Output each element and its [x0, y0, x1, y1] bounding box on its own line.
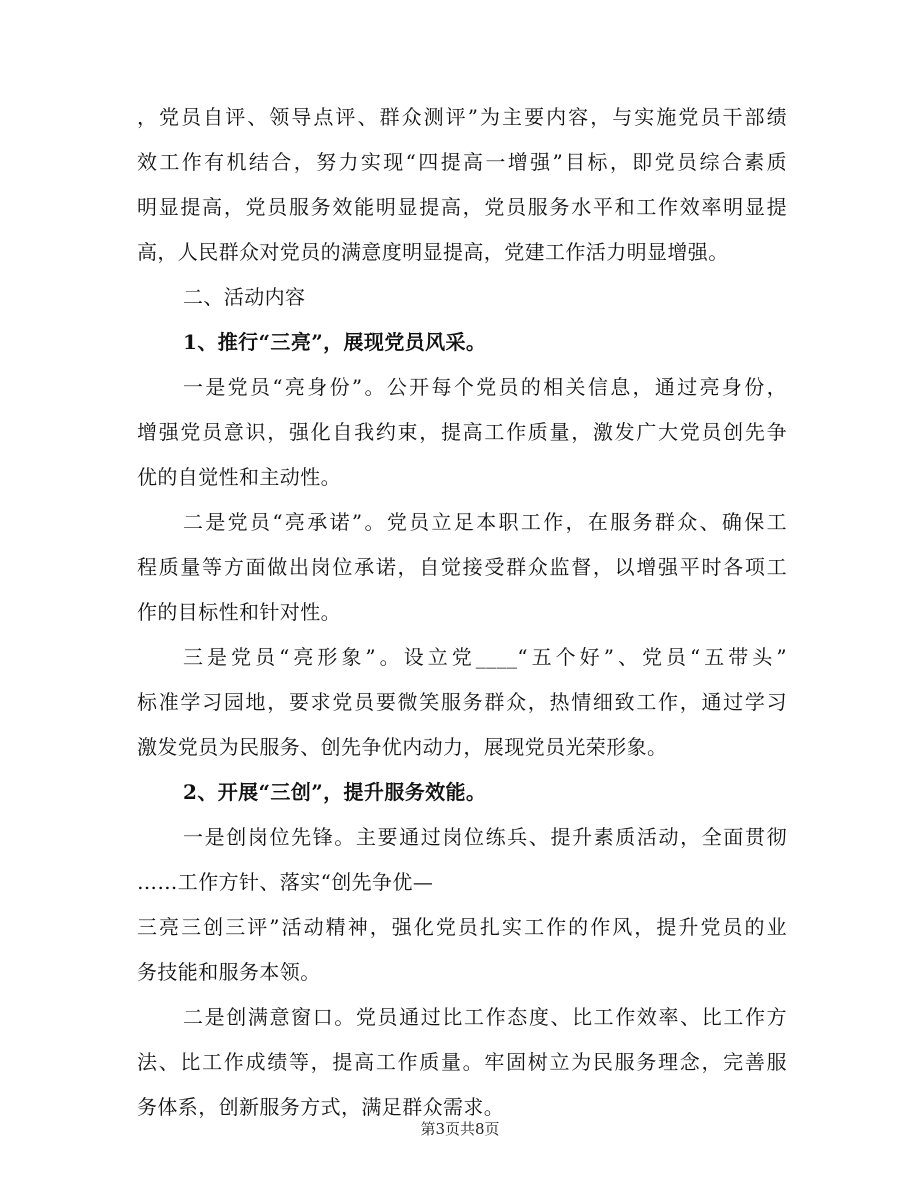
- paragraph-line: 二是创满意窗口。党员通过比工作态度、比工作效率、比工作方: [183, 1005, 787, 1029]
- subsection-heading: 2、开展“三创”，提升服务效能。: [183, 780, 487, 804]
- paragraph-line: 二是党员“亮承诺”。党员立足本职工作，在服务群众、确保工: [183, 510, 787, 534]
- page-number: 第3页共8页: [420, 1120, 500, 1138]
- paragraph-line: 激发党员为民服务、创先争优内动力，展现党员光荣形象。: [137, 735, 668, 759]
- paragraph-line: 明显提高，党员服务效能明显提高，党员服务水平和工作效率明显提: [137, 195, 787, 219]
- paragraph-line: 三亮三创三评”活动精神，强化党员扎实工作的作风，提升党员的业: [137, 915, 787, 939]
- paragraph-line: 程质量等方面做出岗位承诺，自觉接受群众监督，以增强平时各项工: [137, 555, 787, 579]
- paragraph-line: 务技能和服务本领。: [137, 960, 321, 984]
- paragraph-line: 增强党员意识，强化自我约束，提高工作质量，激发广大党员创先争: [137, 420, 787, 444]
- subsection-heading: 1、推行“三亮”，展现党员风采。: [183, 330, 487, 354]
- paragraph-line: 务体系，创新服务方式，满足群众需求。: [137, 1095, 505, 1119]
- paragraph-line: 优的自觉性和主动性。: [137, 465, 341, 489]
- section-heading: 二、活动内容: [183, 285, 306, 309]
- document-body: [137, 95, 787, 1130]
- paragraph-line: 高，人民群众对党员的满意度明显提高，党建工作活力明显增强。: [137, 240, 729, 264]
- paragraph-line: ……工作方针、落实“创先争优—: [137, 870, 434, 894]
- paragraph-line: 三是党员“亮形象”。设立党____“五个好”、党员“五带头”: [183, 645, 787, 669]
- paragraph-line: 一是创岗位先锋。主要通过岗位练兵、提升素质活动，全面贯彻: [183, 825, 787, 849]
- paragraph-line: 一是党员“亮身份”。公开每个党员的相关信息，通过亮身份，: [183, 375, 787, 399]
- paragraph-line: ，党员自评、领导点评、群众测评”为主要内容，与实施党员干部绩: [137, 105, 787, 129]
- paragraph-line: 标准学习园地，要求党员要微笑服务群众，热情细致工作，通过学习: [137, 690, 787, 714]
- paragraph-line: 法、比工作成绩等，提高工作质量。牢固树立为民服务理念，完善服: [137, 1050, 787, 1074]
- paragraph-line: 效工作有机结合，努力实现“四提高一增强”目标，即党员综合素质: [137, 150, 787, 174]
- paragraph-line: 作的目标性和针对性。: [137, 600, 341, 624]
